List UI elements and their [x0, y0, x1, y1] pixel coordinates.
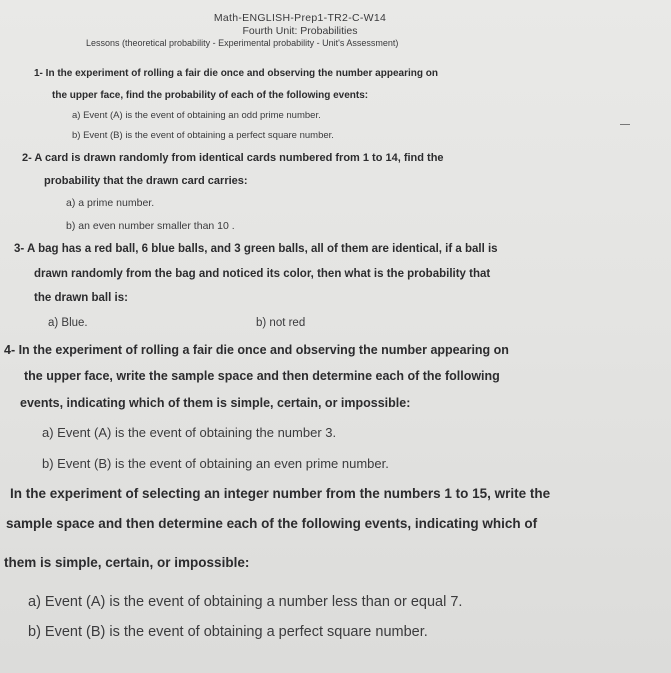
pen-mark [620, 124, 630, 125]
q5-line-2: sample space and then determine each of the following events, indicating which of [6, 516, 538, 531]
q3-option-a: a) Blue. [48, 317, 88, 329]
q4-line-2: the upper face, write the sample space and then determine each of the following [24, 369, 500, 383]
q2-option-b: b) an even number smaller than 10 . [66, 220, 235, 232]
q1-option-a: a) Event (A) is the event of obtaining an odd prime number. [72, 110, 321, 121]
q5-line-3: them is simple, certain, or impossible: [4, 555, 250, 570]
q5-option-b: b) Event (B) is the event of obtaining a perfect square number. [28, 624, 428, 640]
q4-line-3: events, indicating which of them is simple, certain, or impossible: [20, 396, 411, 410]
q3-line-2: drawn randomly from the bag and noticed its color, then what is the probability that [34, 268, 491, 280]
q2-line-1: 2- A card is drawn randomly from identical cards numbered from 1 to 14, find the [22, 152, 444, 164]
q2-line-2: probability that the drawn card carries: [44, 175, 248, 187]
q3-line-3: the drawn ball is: [34, 292, 128, 304]
q1-line-1: 1- In the experiment of rolling a fair die once and observing the number appearing on [34, 68, 438, 79]
q4-option-b: b) Event (B) is the event of obtaining an even prime number. [42, 456, 389, 471]
q3-line-1: 3- A bag has a red ball, 6 blue balls, and 3 green balls, all of them are identical, if a ball is [14, 243, 498, 255]
q5-option-a: a) Event (A) is the event of obtaining a number less than or equal 7. [28, 594, 463, 610]
q2-option-a: a) a prime number. [66, 197, 155, 209]
q3-option-b: b) not red [256, 317, 306, 329]
unit-title: Fourth Unit: Probabilities [242, 25, 358, 37]
course-code: Math-ENGLISH-Prep1-TR2-C-W14 [213, 12, 387, 24]
q1-option-b: b) Event (B) is the event of obtaining a perfect square number. [72, 130, 334, 141]
q4-option-a: a) Event (A) is the event of obtaining the number 3. [42, 425, 337, 440]
q4-line-1: 4- In the experiment of rolling a fair die once and observing the number appearing on [4, 343, 509, 357]
lessons-line: Lessons (theoretical probability - Experimental probability - Unit's Assessment) [86, 38, 399, 48]
q5-line-1: In the experiment of selecting an integer number from the numbers 1 to 15, write the [10, 486, 551, 501]
q1-line-2: the upper face, find the probability of each of the following events: [52, 90, 369, 101]
